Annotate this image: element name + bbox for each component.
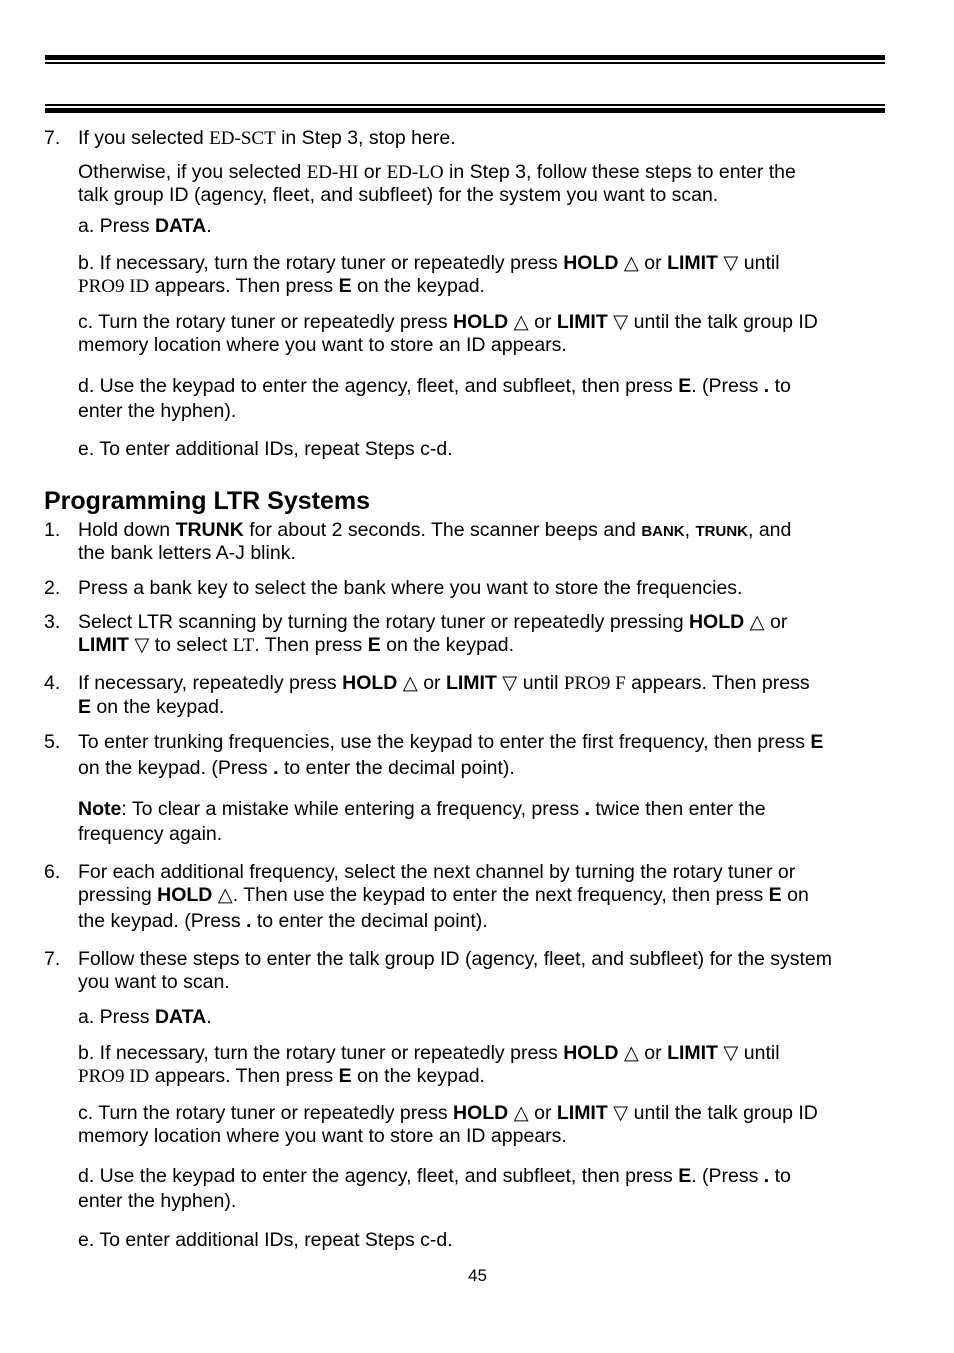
substep-d-line-2: enter the hyphen). [78, 1190, 237, 1212]
step-4-line-2: E on the keypad. [78, 696, 225, 718]
header-rule-bottom-thin [45, 104, 885, 106]
step-7-line-1: If you selected ED-SCT in Step 3, stop here. [78, 127, 456, 149]
step-3-line-1: Select LTR scanning by turning the rotary tuner or repeatedly pressing HOLD △ or [78, 611, 788, 633]
note-line-1: Note: To clear a mistake while entering a frequency, press . twice then enter the [78, 798, 766, 820]
step-3-line-2: LIMIT ▽ to select LT. Then press E on the keypad. [78, 634, 515, 656]
step-6-line-2: pressing HOLD △. Then use the keypad to enter the next frequency, then press E on [78, 884, 809, 906]
step-1-line-1: Hold down TRUNK for about 2 seconds. The scanner beeps and BANK, TRUNK, and [78, 519, 792, 541]
step-1-line-2: the bank letters A-J blink. [78, 542, 296, 564]
substep-c-line-2: memory location where you want to store an ID appears. [78, 1125, 567, 1147]
substep-b-line-1: b. If necessary, turn the rotary tuner or repeatedly press HOLD △ or LIMIT ▽ until [78, 1042, 780, 1064]
substep-d-line-2: enter the hyphen). [78, 400, 237, 422]
step-7-line-2: you want to scan. [78, 971, 230, 993]
header-rule-top-thick [45, 55, 885, 60]
substep-b-line-2: PRO9 ID appears. Then press E on the keypad. [78, 275, 485, 297]
step-number: 1. [44, 519, 61, 541]
section-heading: Programming LTR Systems [44, 487, 371, 515]
step-4-line-1: If necessary, repeatedly press HOLD △ or LIMIT ▽ until PRO9 F appears. Then press [78, 672, 810, 694]
step-number: 7. [44, 948, 61, 970]
step-number: 6. [44, 861, 61, 883]
step-number: 2. [44, 577, 61, 599]
substep-c-line-1: c. Turn the rotary tuner or repeatedly press HOLD △ or LIMIT ▽ until the talk group ID [78, 311, 818, 333]
step-number: 5. [44, 731, 61, 753]
otherwise-line-2: talk group ID (agency, fleet, and subfleet) for the system you want to scan. [78, 184, 719, 206]
step-6-line-1: For each additional frequency, select the next channel by turning the rotary tuner or [78, 861, 796, 883]
substep-b-line-2: PRO9 ID appears. Then press E on the keypad. [78, 1065, 485, 1087]
step-6-line-3: the keypad. (Press . to enter the decimal point). [78, 910, 488, 932]
substep-a: a. Press DATA. [78, 1006, 212, 1028]
step-number: 7. [44, 127, 61, 149]
step-number: 4. [44, 672, 61, 694]
step-2-line-1: Press a bank key to select the bank where you want to store the frequencies. [78, 577, 743, 599]
note-line-2: frequency again. [78, 823, 223, 845]
step-5-line-1: To enter trunking frequencies, use the keypad to enter the first frequency, then press E [78, 731, 824, 753]
page-number: 45 [468, 1266, 487, 1285]
substep-d-line-1: d. Use the keypad to enter the agency, fleet, and subfleet, then press E. (Press . to [78, 375, 791, 397]
substep-c-line-1: c. Turn the rotary tuner or repeatedly press HOLD △ or LIMIT ▽ until the talk group ID [78, 1102, 818, 1124]
substep-d-line-1: d. Use the keypad to enter the agency, fleet, and subfleet, then press E. (Press . to [78, 1165, 791, 1187]
substep-e: e. To enter additional IDs, repeat Steps c-d. [78, 438, 453, 460]
substep-b-line-1: b. If necessary, turn the rotary tuner or repeatedly press HOLD △ or LIMIT ▽ until [78, 252, 780, 274]
step-7-line-1: Follow these steps to enter the talk group ID (agency, fleet, and subfleet) for the system [78, 948, 833, 970]
substep-a: a. Press DATA. [78, 215, 212, 237]
otherwise-line-1: Otherwise, if you selected ED-HI or ED-LO in Step 3, follow these steps to enter the [78, 161, 796, 183]
step-number: 3. [44, 611, 61, 633]
step-5-line-2: on the keypad. (Press . to enter the decimal point). [78, 757, 515, 779]
header-rule-top-thin [45, 62, 885, 64]
substep-e: e. To enter additional IDs, repeat Steps c-d. [78, 1229, 453, 1251]
substep-c-line-2: memory location where you want to store an ID appears. [78, 334, 567, 356]
header-rule-bottom-thick [45, 108, 885, 113]
